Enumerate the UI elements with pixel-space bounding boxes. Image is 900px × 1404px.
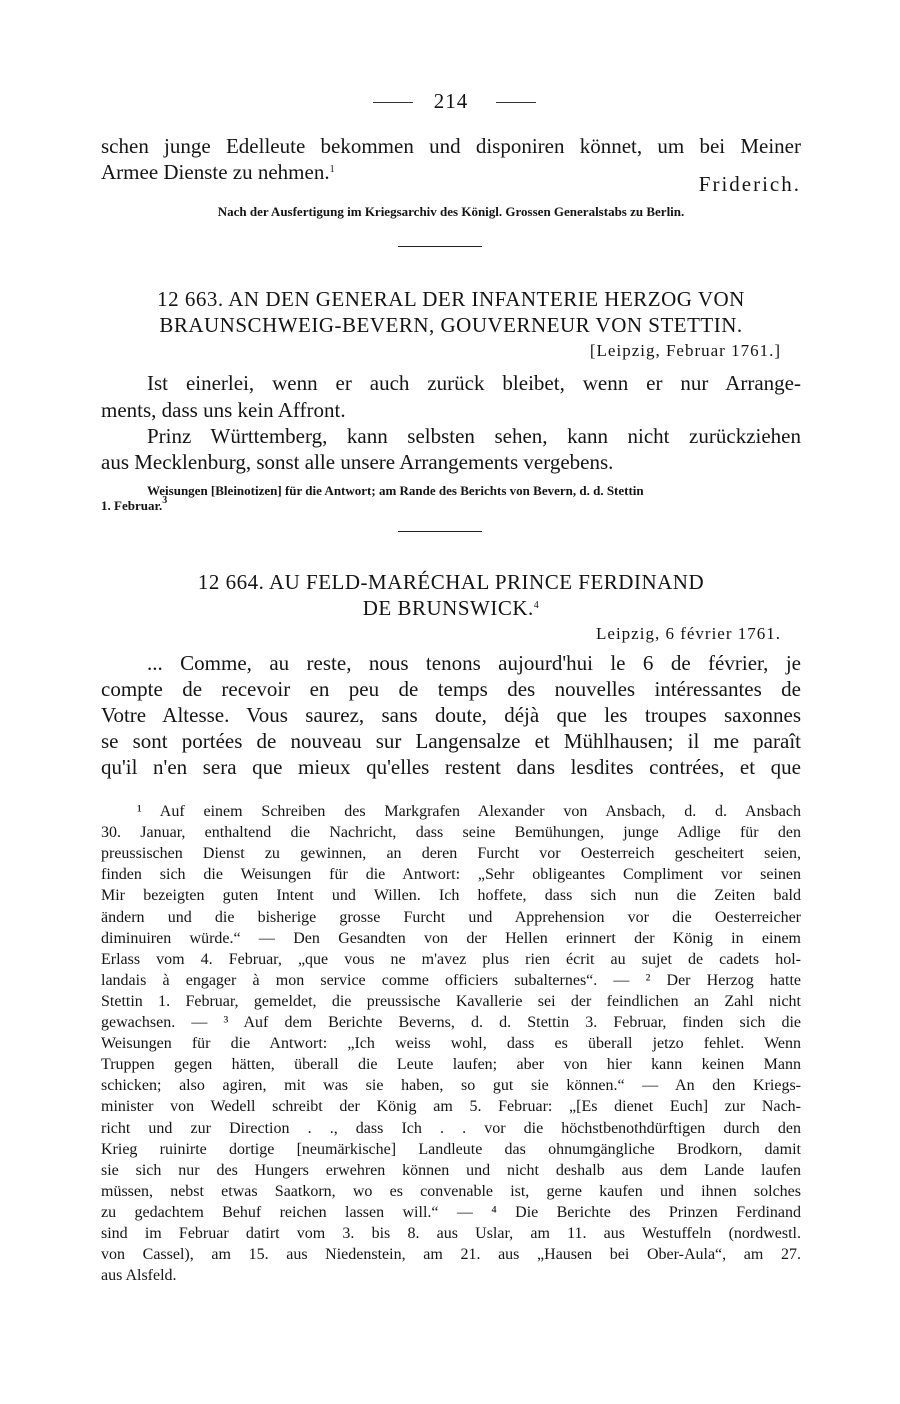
body-line: ... Comme, au reste, nous tenons aujourd'hui le 6 de février, je xyxy=(147,651,801,675)
body-line: Armee Dienste zu nehmen.$^1$ xyxy=(101,160,335,184)
letter-heading: BRAUNSCHWEIG-BEVERN, GOUVERNEUR VON STETTIN. xyxy=(159,313,743,337)
footnote-line: aus Alsfeld. xyxy=(101,1267,177,1285)
body-line: Votre Altesse. Vous saurez, sans doute, déjà que les troupes saxonnes xyxy=(101,703,801,727)
footnote-line: richt und zur Direction . ., dass Ich . . vor die höchstbenothdürftigen durch den xyxy=(101,1119,801,1137)
footnote-line: Mir bezeigten guten Intent und Willen. Ich hoffete, dass sich nun die Zeiten bald xyxy=(101,887,801,905)
header-rule-right xyxy=(496,102,536,103)
footnote-line: gewachsen. — ³ Auf dem Berichte Beverns, d. d. Stettin 3. Februar, finden sich die xyxy=(101,1014,801,1031)
footnote-line: sind im Februar datirt vom 3. bis 8. aus Uslar, am 11. aus Westuffeln (nordwestl. xyxy=(101,1225,801,1242)
body-line: ments, dass uns kein Affront. xyxy=(101,398,346,422)
letter-heading: 12 664. AU FELD-MARÉCHAL PRINCE FERDINAND xyxy=(197,570,705,594)
footnote-line: Erlass vom 4. Februar, „que vous ne m'avez plus rien écrit au sujet de cadets hol- xyxy=(101,950,801,968)
footnote-line: 30. Januar, enthaltend die Nachricht, dass seine Bemühungen, junge Adlige für den xyxy=(101,824,801,842)
signature: Friderich. xyxy=(698,172,801,196)
body-line: Prinz Württemberg, kann selbsten sehen, kann nicht zurückziehen xyxy=(147,424,801,448)
body-line: aus Mecklenburg, sonst alle unsere Arrangements vergebens. xyxy=(101,450,614,474)
body-line: compte de recevoir en peu de temps des nouvelles intéressantes de xyxy=(101,677,801,701)
footnote-line: Stettin 1. Februar, gemeldet, die preussische Kavallerie sei der feindlichen an Zahl nicht xyxy=(101,992,801,1010)
footnote-line: Weisungen für die Antwort: „Ich weiss wohl, dass es überall jetzo fehlet. Wenn xyxy=(101,1035,801,1053)
footnote-mark: 4 xyxy=(533,600,540,611)
footnote-line: von Cassel), am 15. aus Niedenstein, am 21. aus „Hausen bei Ober-Aula“, am 27. xyxy=(101,1246,801,1264)
footnote-line: landais à engager à mon service comme officiers subalternes“. — ² Der Herzog hatte xyxy=(101,971,801,989)
footnote-line: schicken; also agiren, mit was sie haben, so gut sie können.“ — An den Kriegs- xyxy=(101,1077,801,1095)
letter-heading: 12 663. AN DEN GENERAL DER INFANTERIE HERZOG VON xyxy=(157,287,745,311)
page-number: 214 xyxy=(433,89,469,113)
page-header xyxy=(101,89,801,115)
footnote-line: diminuiren würde.“ — Den Gesandten von der Hellen erinnert der König in einem xyxy=(101,929,801,947)
footnote-line: minister von Wedell schreibt der König am 5. Februar: „[Es dienet Euch] zur Nach- xyxy=(101,1098,801,1116)
footnote-line: sie sich nur des Hungers erwehren können und nicht deshalb aus dem Lande laufen xyxy=(101,1161,801,1179)
source-note: Nach der Ausfertigung im Kriegsarchiv des Königl. Grossen Generalstabs zu Berlin. xyxy=(217,204,685,219)
footnote-line: müssen, nebst etwas Saatkorn, wo es convenable ist, gerne kaufen und ihnen solches xyxy=(101,1182,801,1200)
dateline: [Leipzig, Februar 1761.] xyxy=(589,341,781,360)
footnote-line: Krieg ruinirte dortige [neumärkische] Landleute das ohnumgängliche Brodkorn, damit xyxy=(101,1140,801,1158)
body-line: qu'il n'en sera que mieux qu'elles restent dans lesdites contrées, et que xyxy=(101,755,801,779)
body-line: schen junge Edelleute bekommen und disponiren könnet, um bei Meiner xyxy=(101,134,801,158)
footnote-line: ¹ Auf einem Schreiben des Markgrafen Alexander von Ansbach, d. d. Ansbach xyxy=(137,803,801,820)
footnote-line: preussischen Dienst zu gewinnen, an deren Furcht vor Oesterreich gescheitert seien, xyxy=(101,845,801,863)
letter-heading: DE BRUNSWICK.$^4$ xyxy=(362,596,540,620)
dateline: Leipzig, 6 février 1761. xyxy=(596,624,781,643)
footnote-line: zu gedachtem Behuf reichen lassen will.“ — ⁴ Die Berichte des Prinzen Ferdinand xyxy=(101,1203,801,1221)
section-separator xyxy=(398,246,482,247)
body-line: Ist einerlei, wenn er auch zurück bleibet, wenn er nur Arrange- xyxy=(147,371,801,395)
body-line: se sont portées de nouveau sur Langensalze et Mühlhausen; il me paraît xyxy=(101,729,801,753)
source-note: Weisungen [Bleinotizen] für die Antwort; am Rande des Berichts von Bevern, d. d. Stettin xyxy=(147,483,644,498)
footnote-mark: 1 xyxy=(329,164,335,175)
footnote-line: Truppen gegen hätten, überall die Leute laufen; aber von hier kann keinen Mann xyxy=(101,1056,801,1074)
section-separator xyxy=(398,531,482,532)
footnote-line: finden sich die Weisungen für die Antwort: „Sehr obligeantes Compliment vor seinen xyxy=(101,866,801,884)
source-note: 1. Februar.$^3$ xyxy=(101,495,168,513)
footnote-line: ändern und die bisherige grosse Furcht und Apprehension vor die Oesterreicher xyxy=(101,908,801,926)
footnote-mark: 3 xyxy=(162,495,168,506)
